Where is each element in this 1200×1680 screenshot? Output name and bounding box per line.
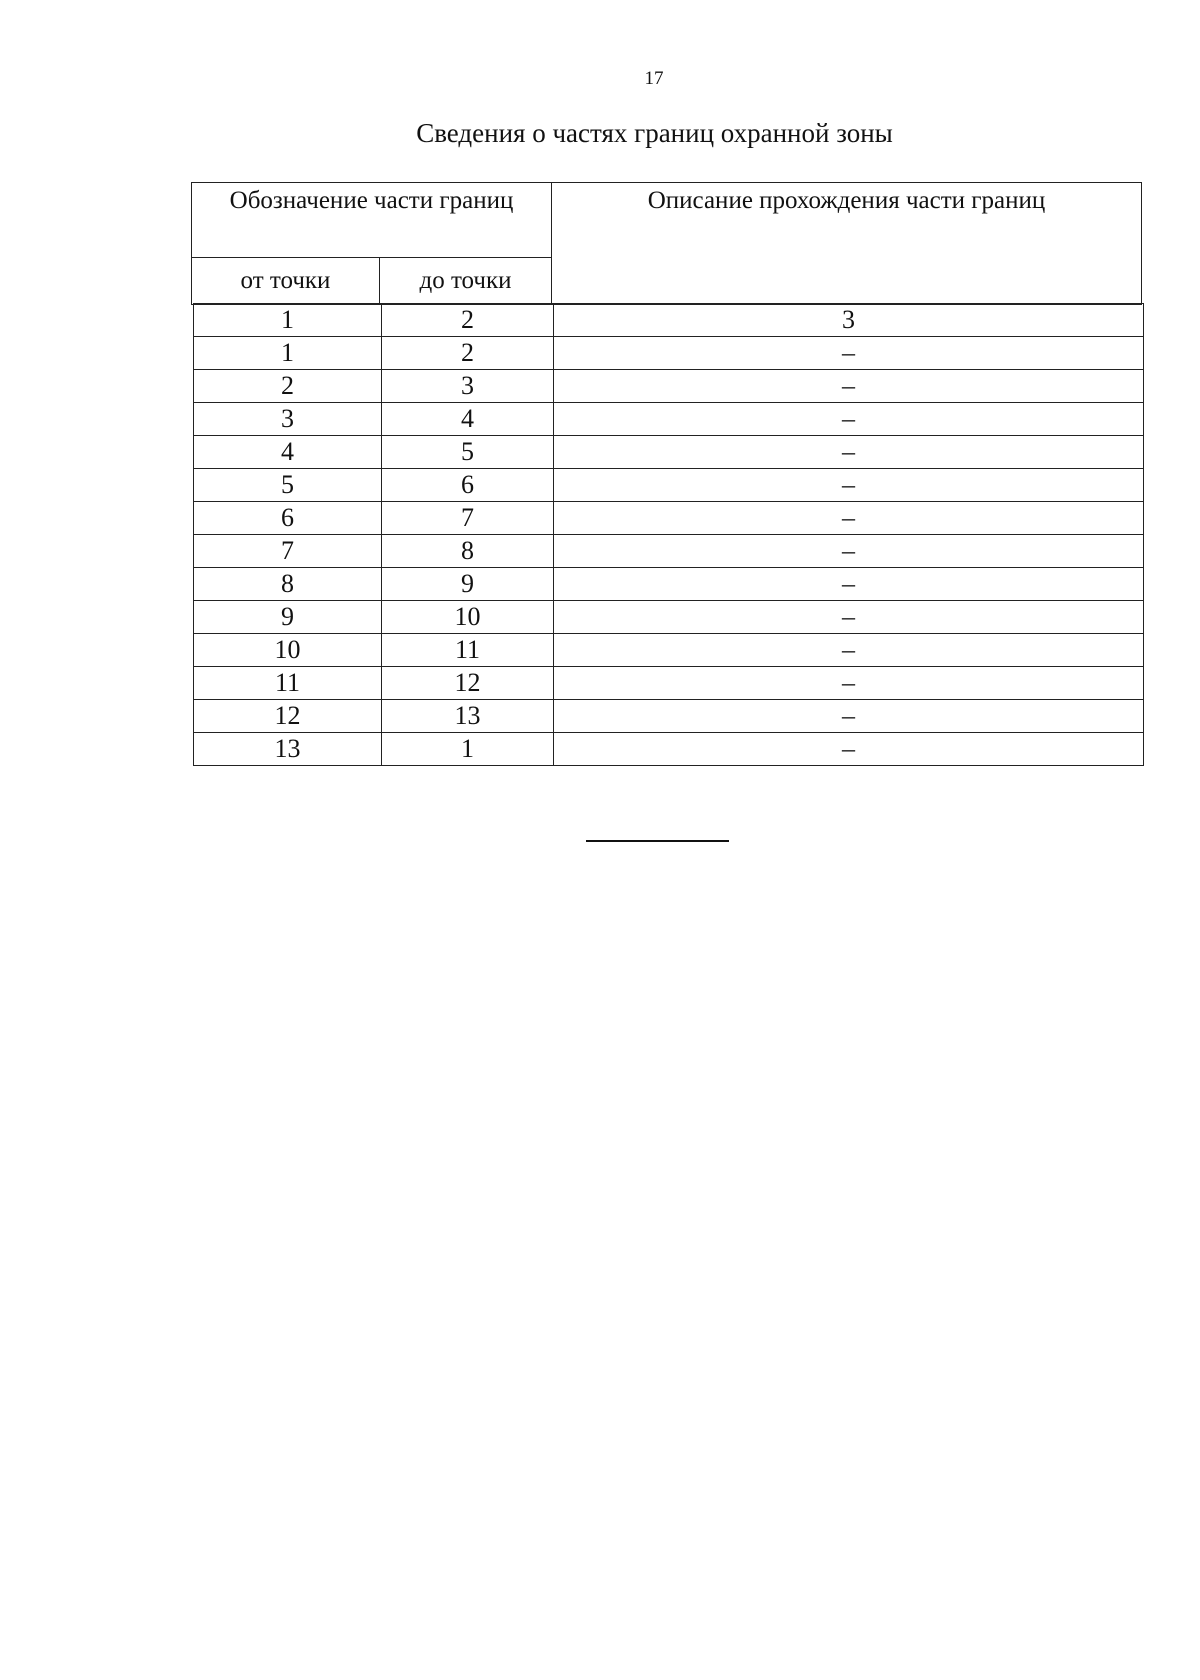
- description-cell: –: [554, 667, 1144, 700]
- to-point-cell: 2: [382, 337, 554, 370]
- description-cell: –: [554, 403, 1144, 436]
- from-point-cell: 12: [194, 700, 382, 733]
- to-point-cell: 10: [382, 601, 554, 634]
- table-row: [194, 733, 1144, 766]
- header-boundary-designation: Обозначение части границ: [192, 183, 552, 258]
- description-cell: –: [554, 337, 1144, 370]
- from-point-cell: 2: [194, 370, 382, 403]
- description-cell: –: [554, 370, 1144, 403]
- table-row: [194, 403, 1144, 436]
- table-row: [194, 535, 1144, 568]
- to-point-cell: 4: [382, 403, 554, 436]
- description-cell: –: [554, 700, 1144, 733]
- table-row: [194, 469, 1144, 502]
- description-cell: –: [554, 469, 1144, 502]
- to-point-cell: 1: [382, 733, 554, 766]
- description-cell: –: [554, 601, 1144, 634]
- from-point-cell: 6: [194, 502, 382, 535]
- header-to-point: до точки: [380, 258, 552, 305]
- column-number: 2: [382, 304, 554, 337]
- from-point-cell: 4: [194, 436, 382, 469]
- table-row: [194, 634, 1144, 667]
- from-point-cell: 5: [194, 469, 382, 502]
- from-point-cell: 8: [194, 568, 382, 601]
- to-point-cell: 7: [382, 502, 554, 535]
- to-point-cell: 13: [382, 700, 554, 733]
- from-point-cell: 3: [194, 403, 382, 436]
- table-row: [194, 667, 1144, 700]
- description-cell: –: [554, 436, 1144, 469]
- description-cell: –: [554, 733, 1144, 766]
- to-point-cell: 5: [382, 436, 554, 469]
- from-point-cell: 13: [194, 733, 382, 766]
- end-of-document-rule: [586, 840, 729, 842]
- table-row: [194, 337, 1144, 370]
- table-row: [194, 502, 1144, 535]
- to-point-cell: 6: [382, 469, 554, 502]
- description-cell: –: [554, 634, 1144, 667]
- from-point-cell: 1: [194, 337, 382, 370]
- from-point-cell: 11: [194, 667, 382, 700]
- description-cell: –: [554, 568, 1144, 601]
- table-row: [194, 601, 1144, 634]
- header-boundary-description: Описание прохождения части границ: [552, 183, 1142, 305]
- to-point-cell: 3: [382, 370, 554, 403]
- column-number-row: [194, 304, 1144, 337]
- document-title: Сведения о частях границ охранной зоны: [416, 118, 893, 148]
- to-point-cell: 11: [382, 634, 554, 667]
- from-point-cell: 7: [194, 535, 382, 568]
- column-number: 1: [194, 304, 382, 337]
- table-row: [194, 700, 1144, 733]
- to-point-cell: 9: [382, 568, 554, 601]
- to-point-cell: 8: [382, 535, 554, 568]
- boundary-parts-table: [193, 303, 1144, 766]
- header-from-point: от точки: [192, 258, 380, 305]
- table-row: [194, 370, 1144, 403]
- table-row: [194, 436, 1144, 469]
- description-cell: –: [554, 502, 1144, 535]
- to-point-cell: 12: [382, 667, 554, 700]
- page-number: 17: [644, 68, 664, 89]
- column-number: 3: [554, 304, 1144, 337]
- from-point-cell: 9: [194, 601, 382, 634]
- table-header: [191, 182, 1142, 305]
- description-cell: –: [554, 535, 1144, 568]
- from-point-cell: 10: [194, 634, 382, 667]
- table-row: [194, 568, 1144, 601]
